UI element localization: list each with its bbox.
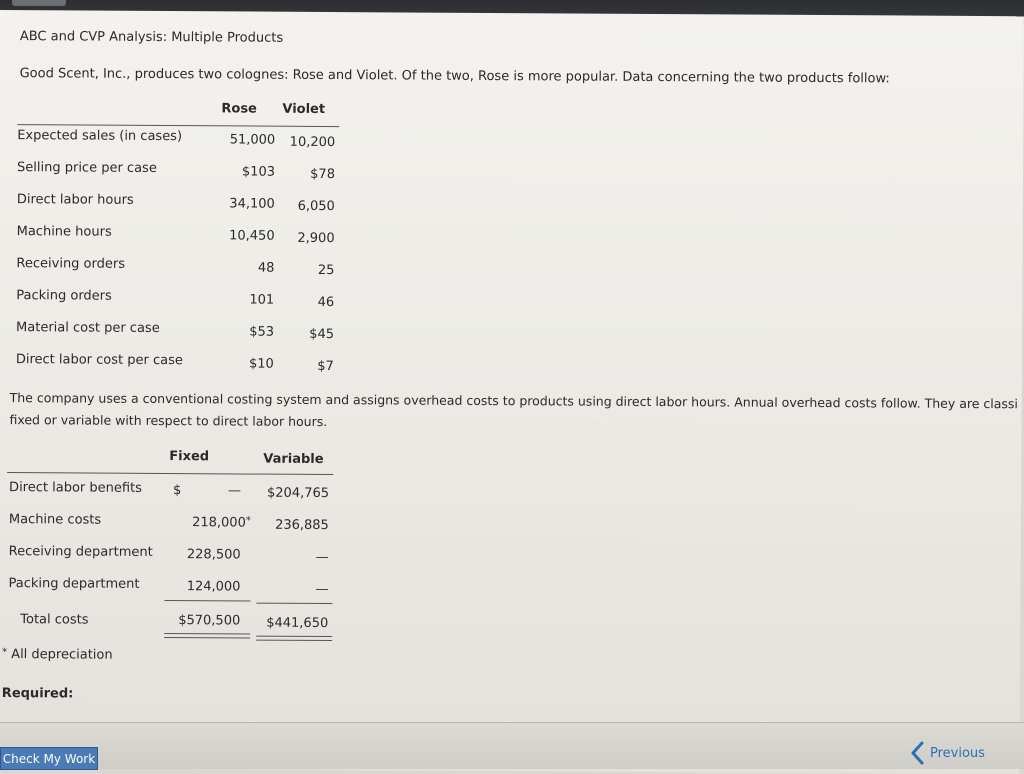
problem-sheet bbox=[0, 10, 1024, 774]
row-label-expected-sales: Expected sales (in cases) bbox=[17, 128, 183, 145]
rose-packing-orders: 101 bbox=[249, 292, 275, 308]
variable-subtotal-rule bbox=[256, 603, 332, 604]
violet-direct-labor-hours: 6,050 bbox=[297, 198, 335, 215]
header-fixed: Fixed bbox=[169, 449, 210, 465]
footnote-text: All depreciation bbox=[11, 647, 113, 663]
depreciation-asterisk: * bbox=[245, 515, 251, 527]
fixed-machine-costs-value: 218,000 bbox=[192, 515, 246, 531]
header-variable: Variable bbox=[263, 451, 324, 467]
overhead-intro-line2: fixed or variable with respect to direct labor hours. bbox=[9, 412, 328, 430]
overhead-table-rule bbox=[7, 472, 333, 475]
fixed-machine-costs bbox=[177, 515, 251, 530]
fixed-total-costs: $570,500 bbox=[178, 613, 241, 629]
variable-total-double-rule bbox=[256, 636, 332, 641]
rose-receiving-orders: 48 bbox=[257, 260, 275, 276]
previous-label: Previous bbox=[930, 745, 985, 761]
previous-button[interactable] bbox=[910, 740, 985, 766]
row-label-direct-labor-hours: Direct labor hours bbox=[16, 192, 134, 208]
violet-direct-labor-cost: $7 bbox=[317, 358, 334, 375]
row-label-direct-labor-cost: Direct labor cost per case bbox=[15, 352, 183, 369]
variable-receiving-department: — bbox=[315, 549, 329, 566]
row-label-packing-department: Packing department bbox=[8, 576, 140, 592]
fixed-subtotal-rule bbox=[164, 600, 250, 602]
row-label-selling-price: Selling price per case bbox=[16, 160, 157, 176]
variable-machine-costs: 236,885 bbox=[275, 517, 329, 534]
row-label-receiving-department: Receiving department bbox=[8, 544, 153, 560]
violet-material-cost: $45 bbox=[309, 326, 335, 343]
variable-packing-department: — bbox=[315, 581, 329, 598]
rose-material-cost: $53 bbox=[249, 324, 275, 340]
row-label-receiving-orders: Receiving orders bbox=[16, 256, 126, 272]
footnote bbox=[2, 647, 113, 663]
browser-tab[interactable] bbox=[12, 0, 66, 6]
row-label-packing-orders: Packing orders bbox=[16, 288, 112, 304]
row-label-machine-hours: Machine hours bbox=[16, 224, 112, 240]
fixed-direct-labor-benefits: — bbox=[228, 483, 242, 499]
required-label: Required: bbox=[1, 686, 74, 702]
fixed-dollar-sign: $ bbox=[173, 483, 182, 499]
fixed-receiving-department: 228,500 bbox=[186, 547, 241, 563]
rose-direct-labor-cost: $10 bbox=[248, 356, 274, 372]
rose-selling-price: $103 bbox=[241, 164, 276, 180]
product-table-rule bbox=[17, 124, 339, 127]
problem-title: ABC and CVP Analysis: Multiple Products bbox=[19, 29, 284, 46]
header-rose: Rose bbox=[221, 101, 257, 117]
row-label-machine-costs: Machine costs bbox=[8, 512, 102, 528]
rose-machine-hours: 10,450 bbox=[229, 228, 275, 244]
fixed-total-double-rule bbox=[164, 633, 250, 639]
footnote-mark: * bbox=[2, 647, 8, 659]
violet-packing-orders: 46 bbox=[317, 294, 335, 311]
rose-expected-sales: 51,000 bbox=[229, 132, 276, 148]
variable-total-costs: $441,650 bbox=[266, 615, 329, 632]
violet-machine-hours: 2,900 bbox=[297, 230, 335, 247]
violet-selling-price: $78 bbox=[310, 166, 336, 183]
check-my-work-button[interactable]: Check My Work bbox=[0, 747, 98, 770]
violet-receiving-orders: 25 bbox=[317, 262, 335, 279]
row-label-material-cost: Material cost per case bbox=[16, 320, 160, 336]
variable-direct-labor-benefits: $204,765 bbox=[266, 485, 330, 502]
bottom-toolbar bbox=[0, 722, 1024, 769]
violet-expected-sales: 10,200 bbox=[289, 134, 336, 151]
row-label-direct-labor-benefits: Direct labor benefits bbox=[9, 480, 143, 496]
problem-intro bbox=[20, 66, 890, 86]
chevron-left-icon bbox=[910, 741, 926, 765]
problem-intro-text: Good Scent, Inc., produces two colognes: Rose and Violet. Of the two, Rose is more popular. Data concerning the two products follow: bbox=[19, 66, 890, 87]
overhead-intro-line1: The company uses a conventional costing system and assigns overhead costs to products using direct labor hours. Annual overhead costs follow. They are classi bbox=[9, 390, 1018, 412]
header-violet: Violet bbox=[282, 101, 326, 117]
row-label-total-costs: Total costs bbox=[20, 612, 89, 628]
fixed-packing-department: 124,000 bbox=[186, 579, 241, 595]
rose-direct-labor-hours: 34,100 bbox=[229, 196, 275, 212]
